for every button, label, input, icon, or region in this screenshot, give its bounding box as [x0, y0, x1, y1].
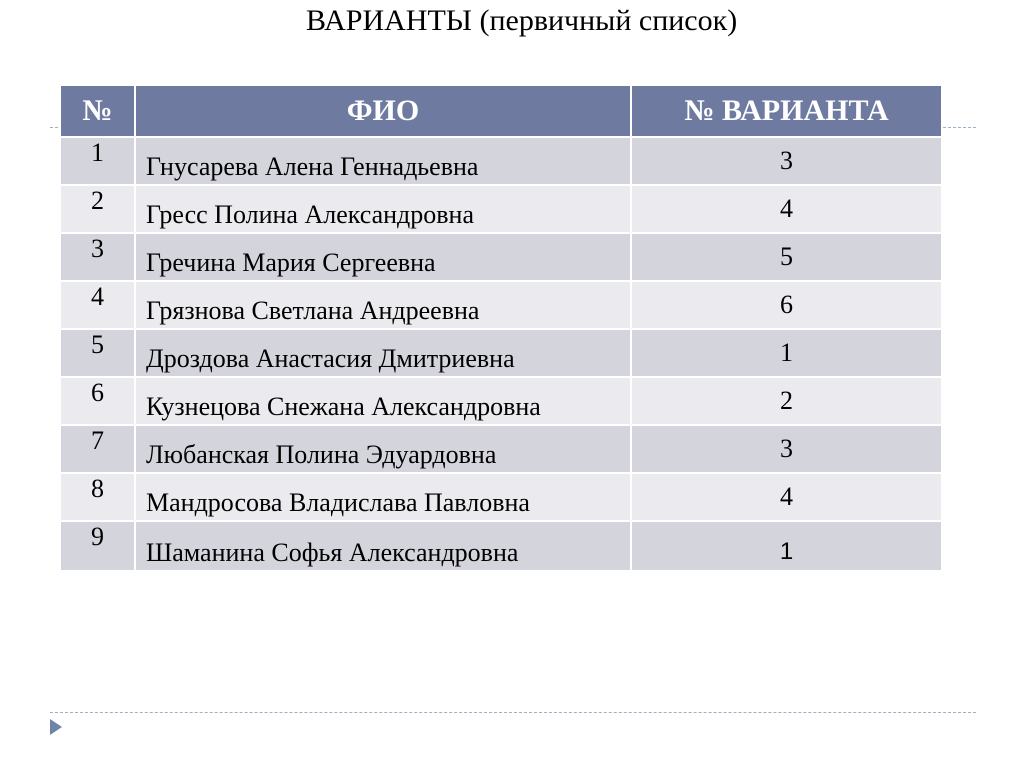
row-variant: 3: [631, 137, 942, 185]
page-title: ВАРИАНТЫ (первичный список): [306, 4, 738, 37]
row-number: 1: [60, 137, 135, 185]
row-variant: 4: [631, 473, 942, 521]
row-number: 8: [60, 473, 135, 521]
table-row: [60, 185, 942, 233]
row-number: 7: [60, 425, 135, 473]
row-name: Гресс Полина Александровна: [135, 185, 631, 233]
row-variant: 1: [631, 521, 942, 571]
row-variant: 2: [631, 377, 942, 425]
header-number: №: [60, 85, 135, 137]
row-name: Мандросова Владислава Павловна: [135, 473, 631, 521]
table-row: [60, 377, 942, 425]
row-number: 2: [60, 185, 135, 233]
header-variant: № ВАРИАНТА: [631, 85, 942, 137]
row-name: Шаманина Софья Александровна: [135, 521, 631, 571]
row-name: Любанская Полина Эдуардовна: [135, 425, 631, 473]
row-number: 5: [60, 329, 135, 377]
row-number: 6: [60, 377, 135, 425]
triangle-right-icon[interactable]: [50, 719, 62, 735]
table-row: [60, 425, 942, 473]
row-name: Кузнецова Снежана Александровна: [135, 377, 631, 425]
row-variant: 1: [631, 329, 942, 377]
table-row: [60, 329, 942, 377]
row-number: 9: [60, 521, 135, 571]
table-row: [60, 137, 942, 185]
variants-table: [59, 84, 943, 572]
header-name: ФИО: [135, 85, 631, 137]
table-header-row: [60, 85, 942, 137]
row-name: Гнусарева Алена Геннадьевна: [135, 137, 631, 185]
table-row: [60, 281, 942, 329]
row-variant: 3: [631, 425, 942, 473]
row-name: Дроздова Анастасия Дмитриевна: [135, 329, 631, 377]
row-variant: 6: [631, 281, 942, 329]
row-name: Гречина Мария Сергеевна: [135, 233, 631, 281]
row-variant: 5: [631, 233, 942, 281]
row-variant: 4: [631, 185, 942, 233]
row-name: Грязнова Светлана Андреевна: [135, 281, 631, 329]
table-row: [60, 521, 942, 571]
table-row: [60, 473, 942, 521]
table-row: [60, 233, 942, 281]
bottom-guide-line: [50, 712, 976, 713]
row-number: 3: [60, 233, 135, 281]
row-number: 4: [60, 281, 135, 329]
